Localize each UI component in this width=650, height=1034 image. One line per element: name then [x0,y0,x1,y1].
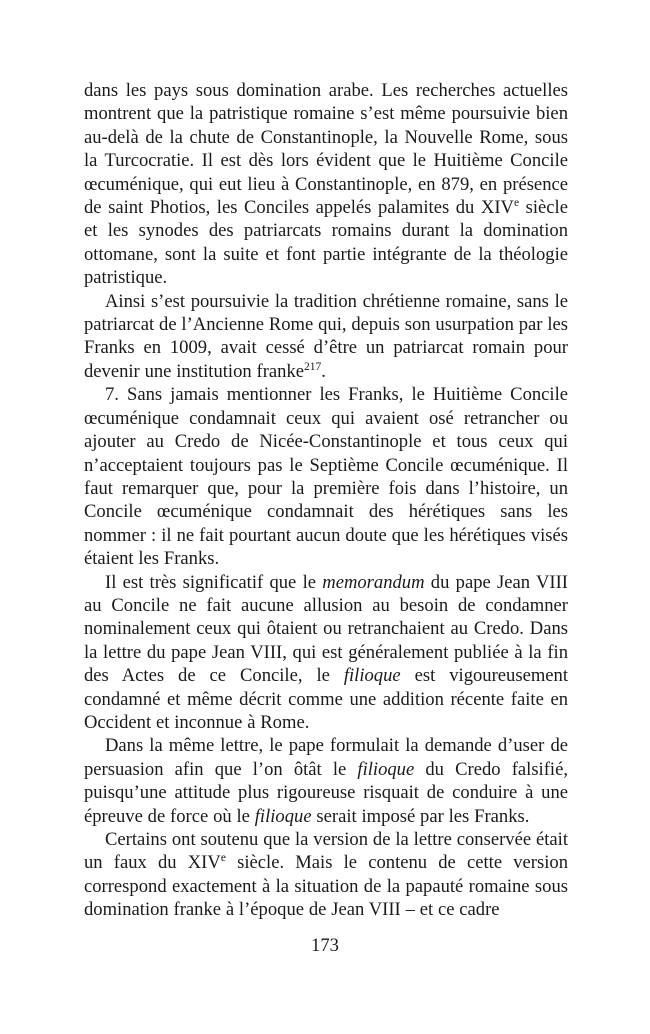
para-7: 7. Sans jamais mentionner les Franks, le Huitième Concile œcuménique condamnait ceux qui avaient osé retrancher ou ajouter au Credo de Nicée-Constantinople et tous ceux qui n’acceptaient toujours pas le Septième Concile œcuménique. Il faut remarquer que, pour la première fois dans l’histoire, un Concile œcuménique condamnait des hérétiques sans les nommer : il ne fait pourtant aucun doute que les hérétiques visés étaient les Franks. [84,384,568,570]
para-certains: Certains ont soutenu que la version de la lettre conservée était un faux du XIVe siècle. Mais le contenu de cette version correspond exactement à la situation de la papauté romaine sous domination franke à l’époque de Jean VIII – et ce cadre [84,829,568,921]
page-number: 173 [311,935,339,956]
superscript-marker: e [220,852,226,865]
para-meme-lettre: Dans la même lettre, le pape formulait la demande d’user de persuasion afin que l’on ôtât le filioque du Credo falsifié, puisqu’une attitude plus rigoureuse risquait de conduire à une épreuve de force où le filioque serait imposé par les Franks. [84,735,568,827]
page-text-block [84,79,568,922]
italic-term: filioque [254,805,312,827]
para-ainsi: Ainsi s’est poursuivie la tradition chrétienne romaine, sans le patriarcat de l’Ancienne Rome qui, depuis son usurpation par les Franks en 1009, avait cessé d’être un patriarcat romain pour devenir une institution franke$^{217}$. [84,290,568,382]
para-memorandum: Il est très significatif que le memorandum du pape Jean VIII au Concile ne fait aucune allusion au besoin de condamner nominalement ceux qui ôtaient ou retranchaient au Credo. Dans la lettre du pape Jean VIII, qui est généralement publiée à la fin des Actes de ce Concile, le filioque est vigoureusement condamné et même décrit comme une addition récente faite en Occident et inconnue à Rome. [84,571,568,733]
para-continued: dans les pays sous domination arabe. Les recherches actuelles montrent que la patristique romaine s’est même poursuivie bien au-delà de la chute de Constantinople, la Nouvelle Rome, sous la Turcocratie. Il est dès lors évident que le Huitième Concile œcuménique, qui eut lieu à Constantinople, en 879, en présence de saint Photios, les Conciles appelés palamites du XIVe siècle et les synodes des patriarcats romains durant la domination ottomane, sont la suite et font partie intégrante de la théologie patristique. [84,80,568,289]
superscript-marker: e [513,196,520,209]
italic-term: filioque [357,758,415,780]
italic-term: memorandum [322,571,425,593]
italic-term: filioque [343,665,401,687]
superscript-marker: 217 [304,360,322,373]
